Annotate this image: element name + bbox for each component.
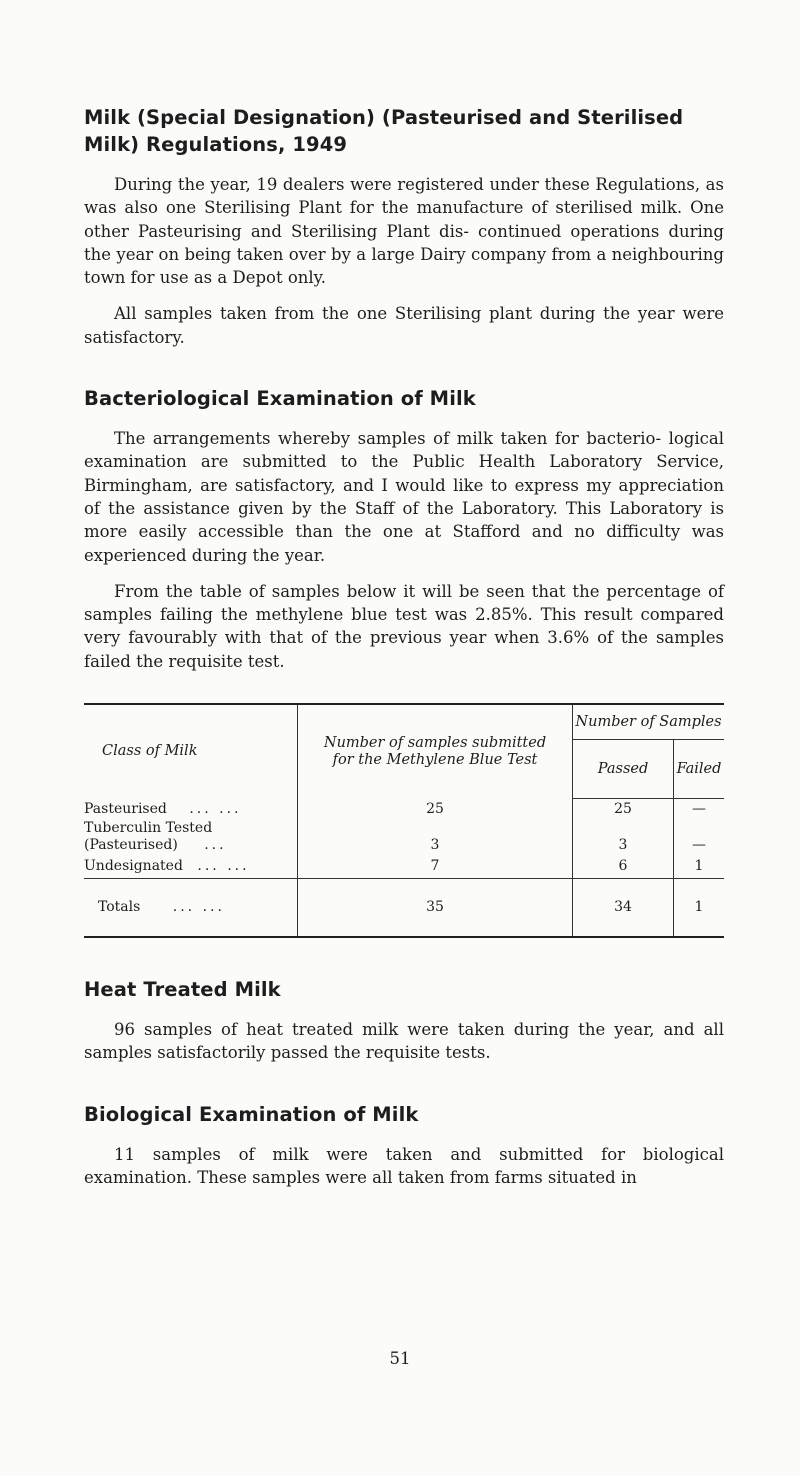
header-class-of-milk: Class of Milk	[102, 743, 198, 760]
table-row	[84, 820, 724, 854]
cell-passed: 25	[573, 799, 674, 821]
samples-table	[84, 703, 724, 938]
paragraph-regulations-sterilising: All samples taken from the one Sterilising plant during the year were satisfactory.	[84, 304, 724, 347]
header-number-of-samples: Number of Samples	[575, 713, 722, 730]
cell-failed: —	[692, 837, 706, 854]
leader-dots: ... ...	[172, 899, 225, 916]
page-number: 51	[389, 1349, 411, 1368]
paragraph-bacteriological-arrangements: The arrangements whereby samples of milk taken for bacterio- logical examination are submitted to the Public Health Laboratory Service, Birmingham, are satisfactory, and I would like to express my appreciation of the assistance given by the Staff of the Laboratory. This Laboratory is more easily accessible than the one at Stafford and no difficulty was experienced during the year.	[84, 429, 724, 565]
cell-submitted: 7	[298, 854, 573, 879]
paragraph-heat-treated: 96 samples of heat treated milk were taken during the year, and all samples satisfactorily passed the requisite tests.	[84, 1020, 724, 1063]
leader-dots: ... ...	[197, 857, 250, 874]
section-title-heat-treated: Heat Treated Milk	[84, 978, 281, 1002]
leader-dots: ... ...	[189, 800, 242, 817]
table-row	[84, 854, 724, 879]
cell-failed: 1	[694, 857, 704, 874]
totals-label: Totals	[98, 899, 141, 916]
total-passed: 34	[573, 879, 674, 938]
paragraph-regulations-dealers: During the year, 19 dealers were registered under these Regulations, as was also one Sterilising Plant for the manufacture of sterilised milk. One other Pasteurising and Sterilising Plant dis- continued operations during the year on being taken over by a large Dairy company from a neighbouring town for use as a Depot only.	[84, 175, 724, 288]
cell-submitted: 25	[298, 799, 573, 821]
leader-dots: ...	[204, 837, 227, 854]
cell-passed: 3	[573, 820, 674, 854]
totals-row	[84, 879, 724, 938]
section-title-biological: Biological Examination of Milk	[84, 1102, 419, 1126]
cell-submitted: 3	[298, 820, 573, 854]
total-submitted: 35	[298, 879, 573, 938]
paragraph-biological: 11 samples of milk were taken and submitted for biological examination. These samples were all taken from farms situated in	[84, 1144, 724, 1187]
header-failed: Failed	[674, 740, 725, 799]
cell-failed: —	[692, 801, 706, 818]
document-page	[84, 104, 724, 1189]
section-title-regulations: Milk (Special Designation) (Pasteurised and Sterilised Milk) Regulations, 1949	[84, 106, 684, 156]
section-title-bacteriological: Bacteriological Examination of Milk	[84, 387, 476, 411]
header-samples-submitted: Number of samples submitted for the Methylene Blue Test	[298, 704, 573, 799]
row-label: Undesignated	[84, 857, 183, 874]
row-label-continued: (Pasteurised)	[84, 837, 178, 854]
paragraph-bacteriological-percentage: From the table of samples below it will be seen that the percentage of samples failing the methylene blue test was 2.85%. This result compared very favourably with that of the previous year when 3.6% of the samples failed the requisite test.	[84, 581, 724, 671]
table-row	[84, 799, 724, 821]
row-label: Tuberculin Tested	[84, 820, 213, 837]
cell-passed: 6	[573, 854, 674, 879]
header-passed: Passed	[573, 740, 674, 799]
row-label: Pasteurised	[84, 800, 167, 817]
total-failed: 1	[674, 879, 725, 938]
